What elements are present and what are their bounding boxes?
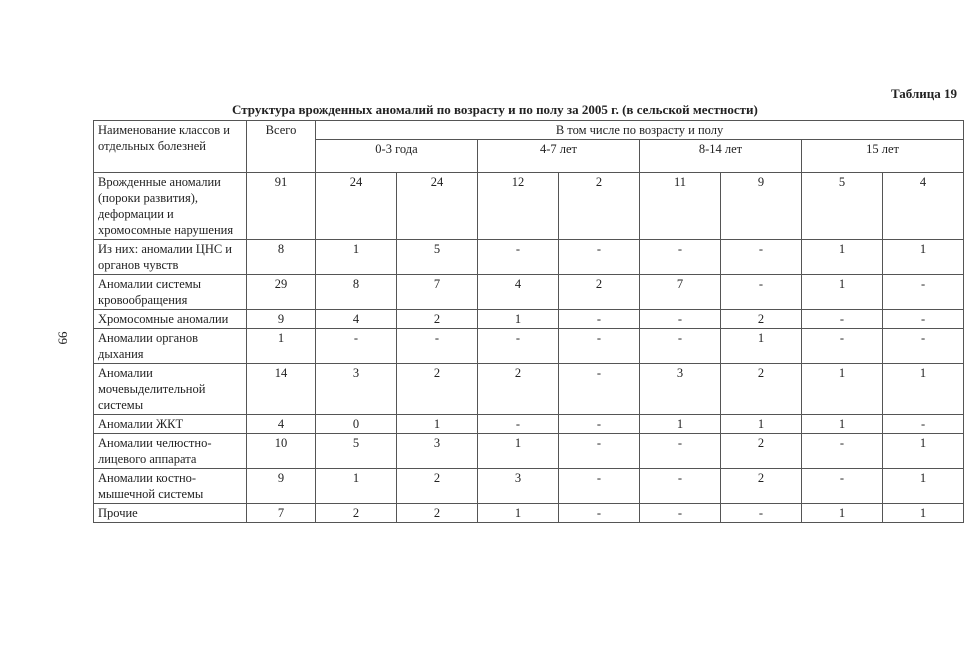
value-cell: 1 [721, 329, 802, 364]
value-cell: 1 [802, 275, 883, 310]
row-name: Аномалии костно-мышечной системы [94, 469, 247, 504]
value-cell: 1 [802, 364, 883, 415]
value-cell: - [883, 415, 964, 434]
table-row [94, 173, 964, 240]
header-name: Наименование классов и отдельных болезней [94, 121, 247, 173]
total-cell: 1 [247, 329, 316, 364]
value-cell: 1 [478, 434, 559, 469]
value-cell: - [883, 310, 964, 329]
total-cell: 8 [247, 240, 316, 275]
value-cell: 12 [478, 173, 559, 240]
value-cell: - [397, 329, 478, 364]
value-cell: 3 [478, 469, 559, 504]
total-cell: 9 [247, 310, 316, 329]
total-cell: 4 [247, 415, 316, 434]
table-row [94, 310, 964, 329]
row-name: Прочие [94, 504, 247, 523]
value-cell: - [640, 469, 721, 504]
value-cell: 8 [316, 275, 397, 310]
anomalies-table [93, 120, 964, 523]
value-cell: 2 [316, 504, 397, 523]
value-cell: - [559, 329, 640, 364]
value-cell: - [559, 415, 640, 434]
value-cell: 1 [640, 415, 721, 434]
value-cell: - [883, 275, 964, 310]
value-cell: 1 [316, 240, 397, 275]
value-cell: 2 [397, 310, 478, 329]
value-cell: 7 [397, 275, 478, 310]
value-cell: - [478, 415, 559, 434]
value-cell: - [559, 469, 640, 504]
value-cell: 24 [397, 173, 478, 240]
total-cell: 9 [247, 469, 316, 504]
value-cell: 5 [802, 173, 883, 240]
value-cell: 1 [397, 415, 478, 434]
value-cell: - [478, 329, 559, 364]
row-name: Аномалии ЖКТ [94, 415, 247, 434]
value-cell: 1 [883, 364, 964, 415]
value-cell: - [802, 434, 883, 469]
total-cell: 14 [247, 364, 316, 415]
total-cell: 10 [247, 434, 316, 469]
value-cell: 2 [721, 364, 802, 415]
value-cell: 2 [397, 469, 478, 504]
value-cell: 24 [316, 173, 397, 240]
value-cell: - [640, 240, 721, 275]
total-cell: 29 [247, 275, 316, 310]
total-cell: 7 [247, 504, 316, 523]
value-cell: - [640, 504, 721, 523]
value-cell: 3 [397, 434, 478, 469]
header-age-group: В том числе по возрасту и полу [316, 121, 964, 140]
table-title: Структура врожденных аномалий по возрасту и по полу за 2005 г. (в сельской местности) [232, 102, 758, 117]
value-cell: 5 [316, 434, 397, 469]
row-name: Аномалии системы кровообращения [94, 275, 247, 310]
value-cell: 9 [721, 173, 802, 240]
value-cell: - [559, 240, 640, 275]
value-cell: 4 [883, 173, 964, 240]
value-cell: - [802, 469, 883, 504]
header-total: Всего [247, 121, 316, 173]
table-row [94, 275, 964, 310]
table-row [94, 415, 964, 434]
value-cell: 1 [802, 415, 883, 434]
table-row [94, 504, 964, 523]
value-cell: - [316, 329, 397, 364]
value-cell: 1 [883, 504, 964, 523]
table-row [94, 240, 964, 275]
value-cell: 4 [316, 310, 397, 329]
total-cell: 91 [247, 173, 316, 240]
value-cell: - [802, 329, 883, 364]
row-name: Аномалии челюстно-лицевого аппарата [94, 434, 247, 469]
value-cell: - [883, 329, 964, 364]
value-cell: - [640, 310, 721, 329]
value-cell: - [640, 329, 721, 364]
header-age: 8-14 лет [640, 140, 802, 173]
value-cell: 1 [802, 240, 883, 275]
value-cell: - [721, 275, 802, 310]
value-cell: 1 [316, 469, 397, 504]
value-cell: 2 [559, 275, 640, 310]
value-cell: 2 [397, 364, 478, 415]
value-cell: - [640, 434, 721, 469]
row-name: Аномалии мочевыделительной системы [94, 364, 247, 415]
value-cell: 7 [640, 275, 721, 310]
value-cell: - [721, 240, 802, 275]
value-cell: 1 [721, 415, 802, 434]
header-age: 15 лет [802, 140, 964, 173]
table-body [94, 173, 964, 523]
page-number: 99 [55, 331, 71, 345]
value-cell: - [559, 504, 640, 523]
value-cell: - [559, 310, 640, 329]
row-name: Врожденные аномалии (пороки развития), деформации и хромосомные нарушения [94, 173, 247, 240]
value-cell: 0 [316, 415, 397, 434]
table-label: Таблица 19 [890, 86, 957, 101]
value-cell: 2 [721, 434, 802, 469]
table-row [94, 469, 964, 504]
value-cell: 5 [397, 240, 478, 275]
row-name: Из них: аномалии ЦНС и органов чувств [94, 240, 247, 275]
value-cell: 11 [640, 173, 721, 240]
value-cell: 1 [478, 310, 559, 329]
value-cell: - [478, 240, 559, 275]
table-row [94, 329, 964, 364]
table-row [94, 434, 964, 469]
value-cell: 2 [478, 364, 559, 415]
value-cell: 3 [316, 364, 397, 415]
value-cell: 3 [640, 364, 721, 415]
value-cell: 2 [397, 504, 478, 523]
value-cell: 1 [478, 504, 559, 523]
value-cell: 2 [721, 310, 802, 329]
value-cell: - [721, 504, 802, 523]
value-cell: - [802, 310, 883, 329]
value-cell: 1 [883, 240, 964, 275]
header-age: 4-7 лет [478, 140, 640, 173]
table-row [94, 364, 964, 415]
value-cell: - [559, 364, 640, 415]
value-cell: - [559, 434, 640, 469]
value-cell: 1 [802, 504, 883, 523]
value-cell: 4 [478, 275, 559, 310]
value-cell: 1 [883, 434, 964, 469]
header-row [94, 121, 964, 140]
value-cell: 2 [559, 173, 640, 240]
row-name: Аномалии органов дыхания [94, 329, 247, 364]
value-cell: 1 [883, 469, 964, 504]
header-age: 0-3 года [316, 140, 478, 173]
row-name: Хромосомные аномалии [94, 310, 247, 329]
value-cell: 2 [721, 469, 802, 504]
